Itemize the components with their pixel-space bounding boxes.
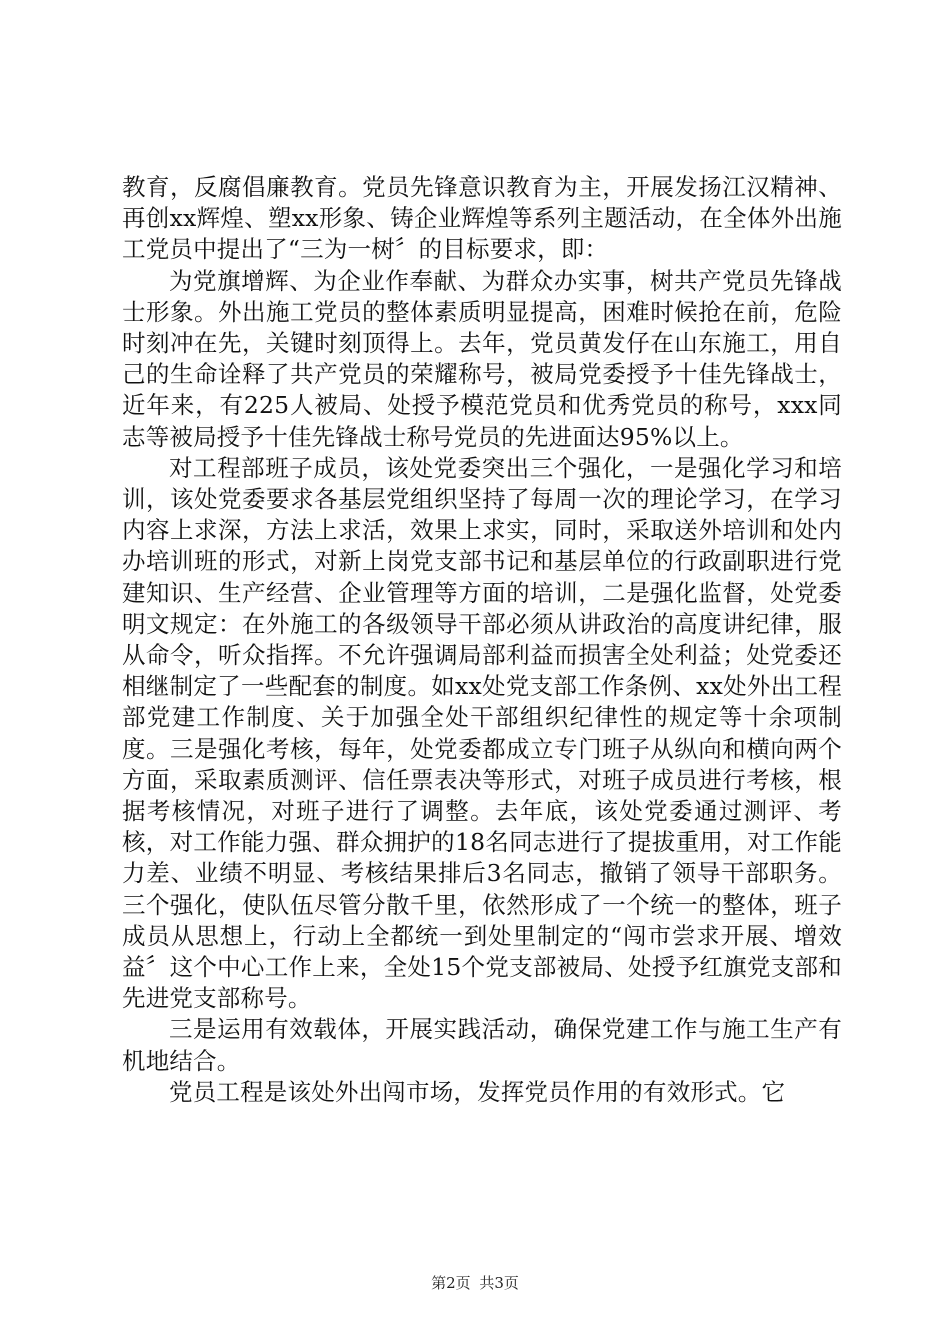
page-number-current: 第2页 xyxy=(431,1274,471,1292)
document-body xyxy=(122,172,842,1108)
paragraph-3: 对工程部班子成员，该处党委突出三个强化，一是强化学习和培训，该处党委要求各基层党组织坚持了每周一次的理论学习，在学习内容上求深，方法上求活，效果上求实，同时，采取送外培训和处内办培训班的形式，对新上岗党支部书记和基层单位的行政副职进行党建知识、生产经营、企业管理等方面的培训，二是强化监督，处党委明文规定：在外施工的各级领导干部必须从讲政治的高度讲纪律，服从命令，听众指挥。不允许强调局部利益而损害全处利益；处党委还相继制定了一些配套的制度。如xx处党支部工作条例、xx处外出工程部党建工作制度、关于加强全处干部组织纪律性的规定等十余项制度。三是强化考核，每年，处党委都成立专门班子从纵向和横向两个方面，采取素质测评、信任票表决等形式，对班子成员进行考核，根据考核情况，对班子进行了调整。去年底，该处党委通过测评、考核，对工作能力强、群众拥护的18名同志进行了提拔重用，对工作能力差、业绩不明显、考核结果排后3名同志，撤销了领导干部职务。三个强化，使队伍尽管分散千里，依然形成了一个统一的整体，班子成员从思想上，行动上全都统一到处里制定的“闯市尝求开展、增效益〞这个中心工作上来，全处15个党支部被局、处授予红旗党支部和先进党支部称号。 xyxy=(122,453,842,1013)
paragraph-2: 为党旗增辉、为企业作奉献、为群众办实事，树共产党员先锋战士形象。外出施工党员的整体素质明显提高，困难时候抢在前，危险时刻冲在先，关键时刻顶得上。去年，党员黄发仔在山东施工，用自己的生命诠释了共产党员的荣耀称号，被局党委授予十佳先锋战士，近年来，有225人被局、处授予模范党员和优秀党员的称号，xxx同志等被局授予十佳先锋战士称号党员的先进面达95%以上。 xyxy=(122,266,842,451)
page-footer xyxy=(0,1272,950,1293)
paragraph-1: 教育，反腐倡廉教育。党员先锋意识教育为主，开展发扬江汉精神、再创xx辉煌、塑xx形象、铸企业辉煌等系列主题活动，在全体外出施工党员中提出了“三为一树〞的目标要求，即： xyxy=(122,173,842,264)
paragraph-5: 党员工程是该处外出闯市场，发挥党员作用的有效形式。它 xyxy=(169,1077,786,1106)
paragraph-4: 三是运用有效载体，开展实践活动，确保党建工作与施工生产有机地结合。 xyxy=(122,1015,842,1075)
page-number-total: 共3页 xyxy=(479,1274,519,1292)
